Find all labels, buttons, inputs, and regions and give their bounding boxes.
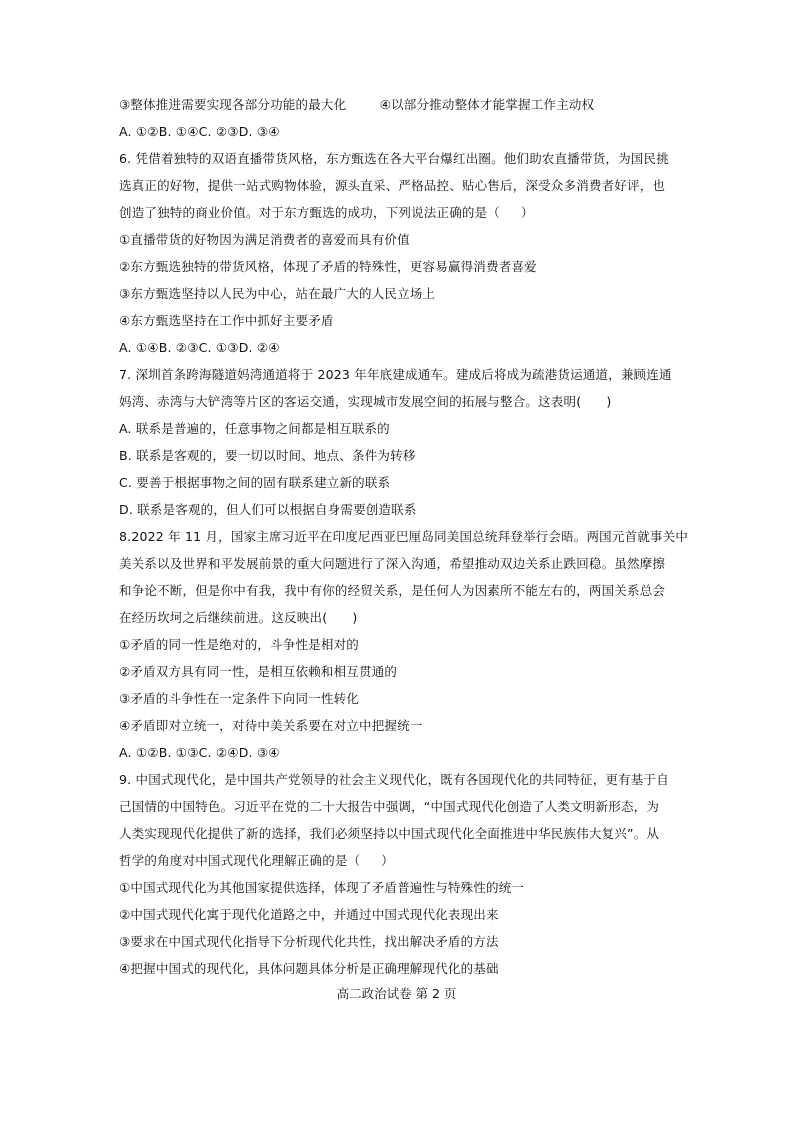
question-6-option: ①直播带货的好物因为满足消费者的喜爱而具有价值 (119, 232, 410, 247)
question-8-stem: 在经历坎坷之后继续前进。这反映出( ) (119, 610, 358, 625)
question-8-stem: 8.2022 年 11 月，国家主席习近平在印度尼西亚巴厘岛同美国总统拜登举行会晤。两国元首就事关中 (119, 529, 689, 544)
question-6-option: ③东方甄选坚持以人民为中心，站在最广大的人民立场上 (119, 286, 436, 301)
question-9-option: ④把握中国式的现代化，具体问题具体分析是正确理解现代化的基础 (119, 961, 499, 976)
question-9-option: ②中国式现代化寓于现代化道路之中，并通过中国式现代化表现出来 (119, 907, 499, 922)
question-9-stem: 己国情的中国特色。习近平在党的二十大报告中强调，“中国式现代化创造了人类文明新形态，为 (119, 799, 660, 814)
question-9-stem: 人类实现现代化提供了新的选择，我们必须坚持以中国式现代化全面推进中华民族伟大复兴”。从 (119, 826, 660, 841)
question-8-option: ③矛盾的斗争性在一定条件下向同一性转化 (119, 691, 360, 706)
question-6-stem: 选真正的好物，提供一站式购物体验，源头直采、严格品控、贴心售后，深受众多消费者好评，也 (119, 178, 666, 193)
question-6-option: ④东方甄选坚持在工作中抓好主要矛盾 (119, 313, 334, 328)
page-footer: 高二政治试卷 第 2 页 (336, 986, 457, 1001)
option-line: ③整体推进需要实现各部分功能的最大化 ④以部分推动整体才能掌握工作主动权 (119, 97, 595, 112)
question-8-option: ①矛盾的同一性是绝对的，斗争性是相对的 (119, 637, 360, 652)
question-6-stem: 创造了独特的商业价值。对于东方甄选的成功，下列说法正确的是（ ） (119, 205, 534, 220)
question-7-option-b: B. 联系是客观的，要一切以时间、地点、条件为转移 (119, 448, 416, 463)
question-9-stem: 哲学的角度对中国式现代化理解正确的是（ ） (119, 853, 394, 868)
answer-choices: A. ①②B. ①④C. ②③D. ③④ (119, 124, 280, 139)
question-8-stem: 和争论不断，但是你中有我，我中有你的经贸关系，是任何人为因素所不能左右的，两国关系总会 (119, 583, 666, 598)
question-9-option: ①中国式现代化为其他国家提供选择，体现了矛盾普遍性与特殊性的统一 (119, 880, 525, 895)
question-7-option-c: C. 要善于根据事物之间的固有联系建立新的联系 (119, 475, 391, 490)
question-6-choices: A. ①④B. ②③C. ①③D. ②④ (119, 340, 280, 355)
question-8-stem: 美关系以及世界和平发展前景的重大问题进行了深入沟通，希望推动双边关系止跌回稳。虽然摩擦 (119, 556, 666, 571)
question-7-option-d: D. 联系是客观的，但人们可以根据自身需要创造联系 (119, 502, 417, 517)
question-8-option: ④矛盾即对立统一，对待中美关系要在对立中把握统一 (119, 718, 423, 733)
question-7-option-a: A. 联系是普遍的，任意事物之间都是相互联系的 (119, 421, 390, 436)
question-6-option: ②东方甄选独特的带货风格，体现了矛盾的特殊性，更容易赢得消费者喜爱 (119, 259, 537, 274)
question-8-option: ②矛盾双方具有同一性，是相互依赖和相互贯通的 (119, 664, 398, 679)
question-7-stem: 7. 深圳首条跨海隧道妈湾通道将于 2023 年年底建成通车。建成后将成为疏港货运通道，兼顾连通 (119, 367, 672, 382)
question-9-option: ③要求在中国式现代化指导下分析现代化共性，找出解决矛盾的方法 (119, 934, 499, 949)
question-7-stem: 妈湾、赤湾与大铲湾等片区的客运交通，实现城市发展空间的拓展与整合。这表明( ) (119, 394, 612, 409)
question-9-stem: 9. 中国式现代化，是中国共产党领导的社会主义现代化，既有各国现代化的共同特征，更有基于自 (119, 772, 669, 787)
question-6-stem: 6. 凭借着独特的双语直播带货风格，东方甄选在各大平台爆红出圈。他们助农直播带货，为国民挑 (119, 151, 669, 166)
question-8-choices: A. ①②B. ①③C. ②④D. ③④ (119, 745, 280, 760)
